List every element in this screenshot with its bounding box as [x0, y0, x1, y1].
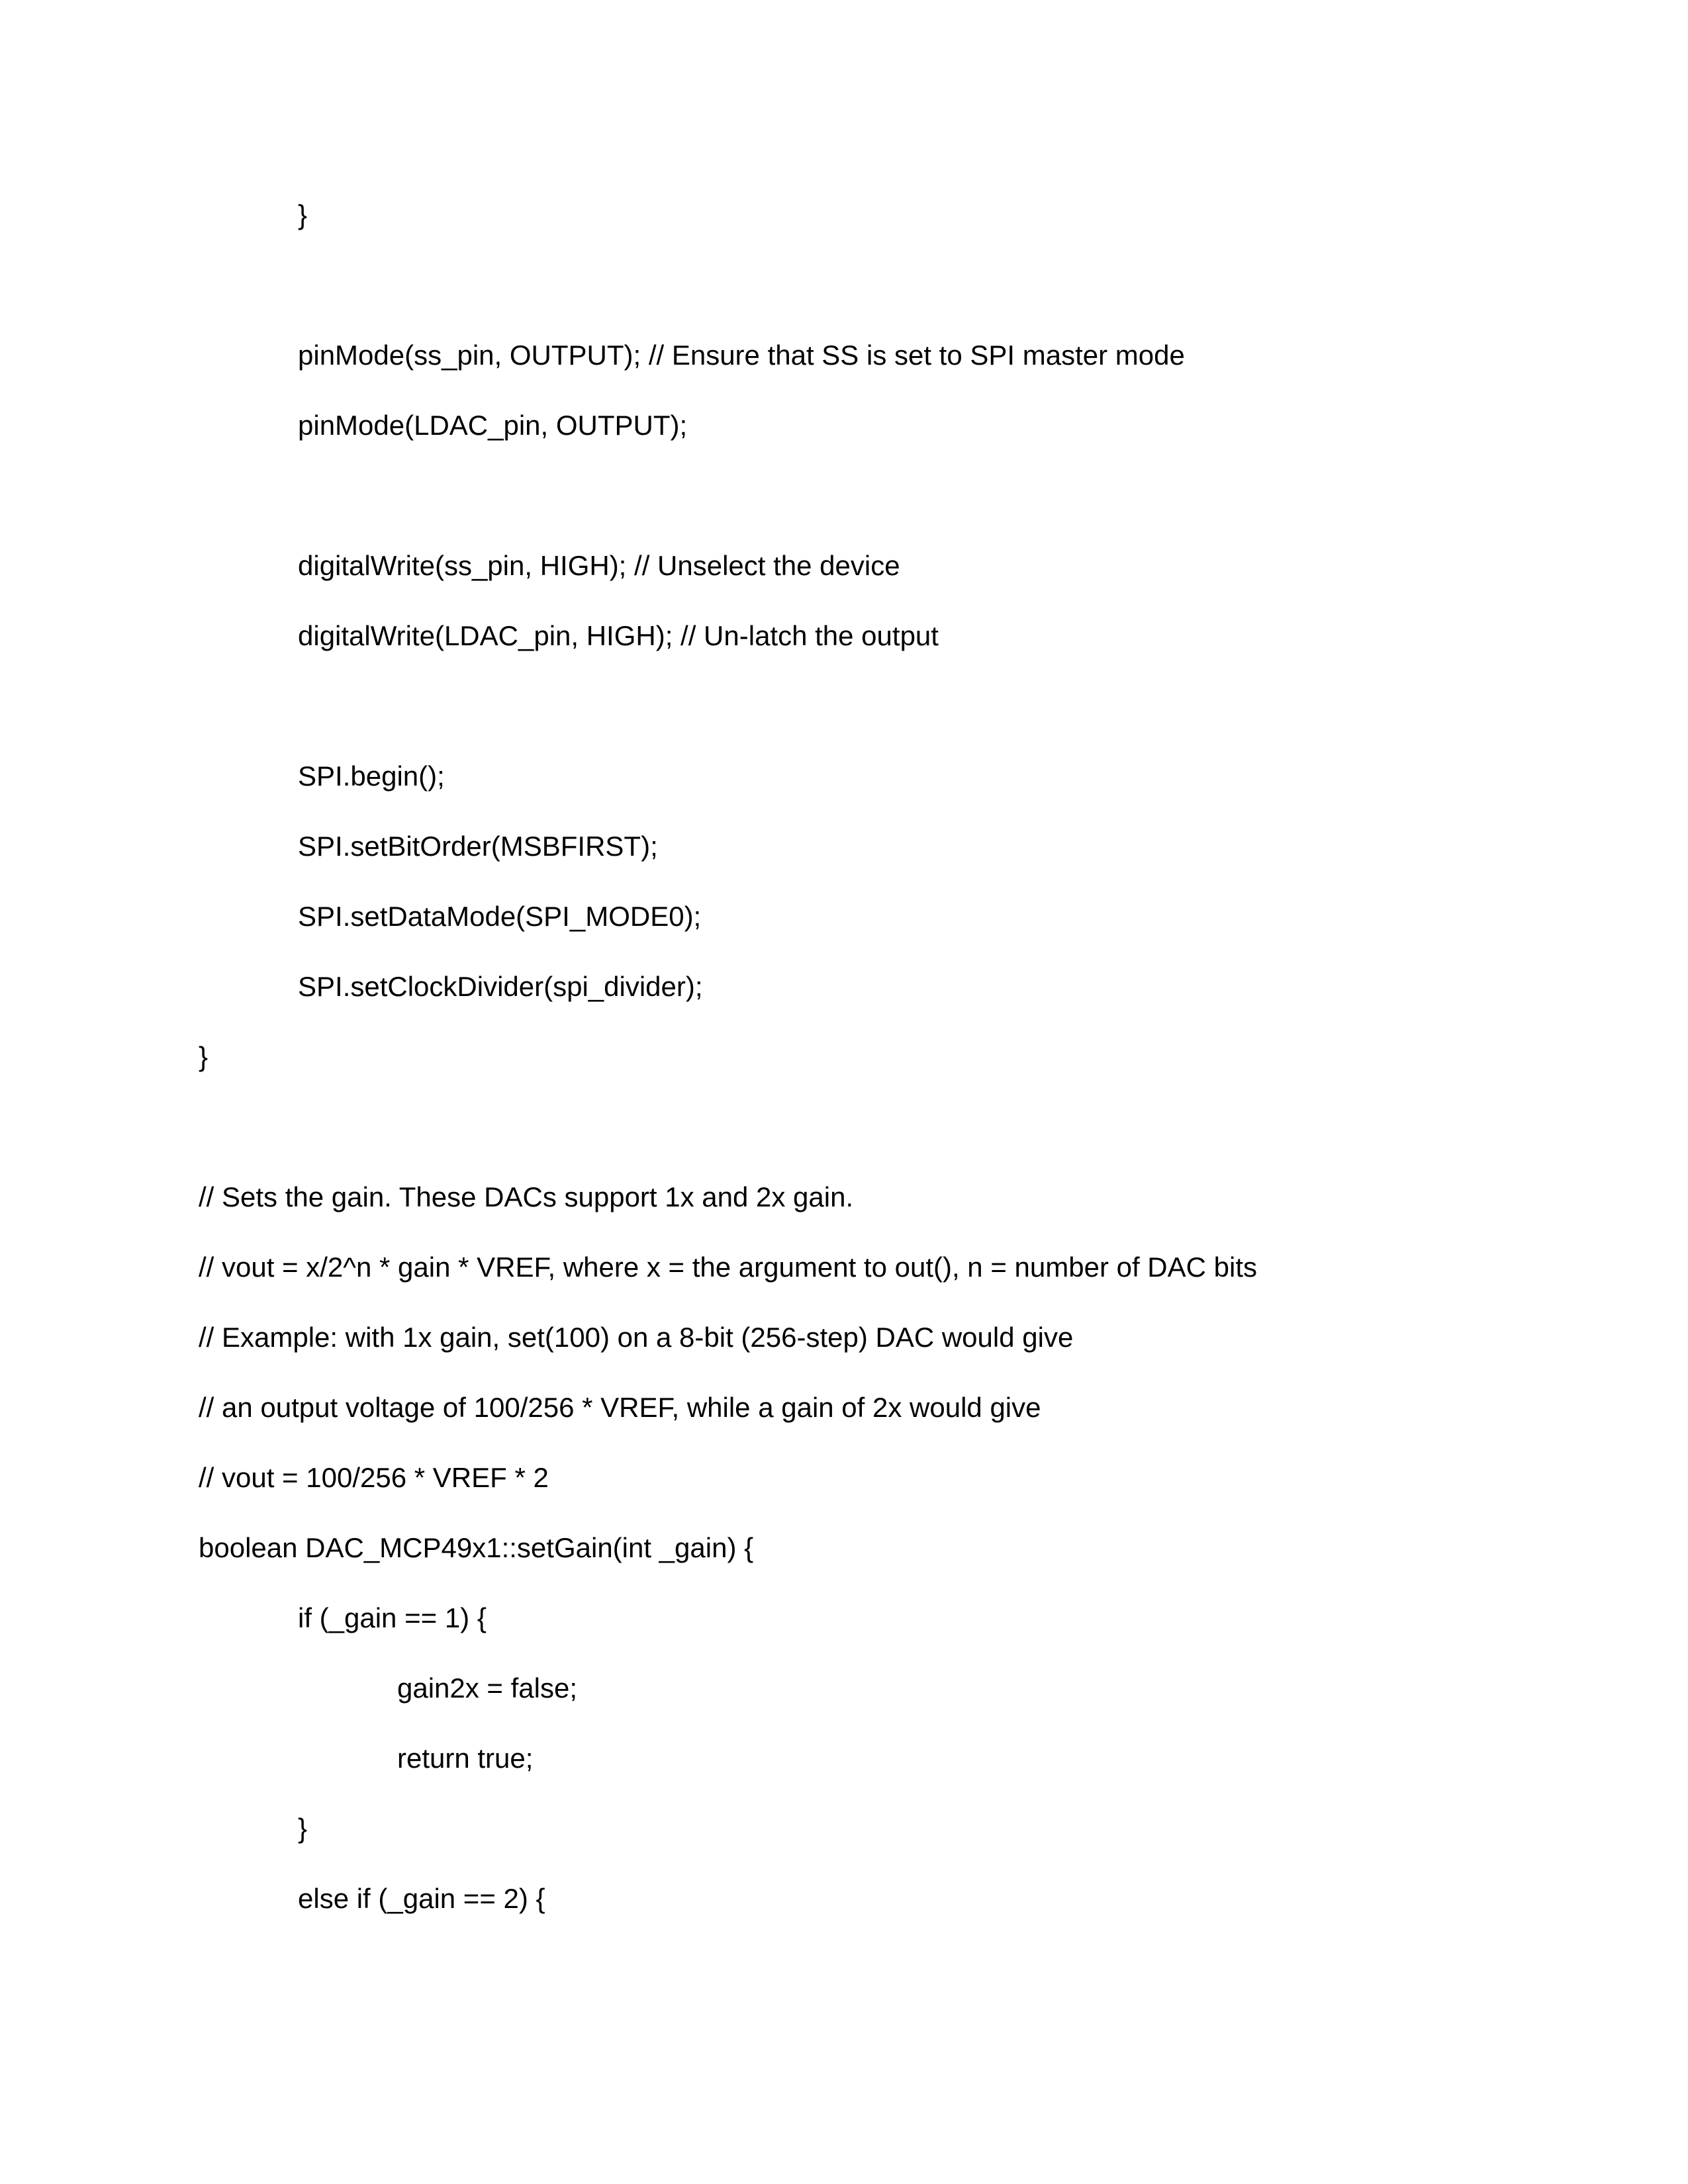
- code-line: SPI.setBitOrder(MSBFIRST);: [298, 831, 658, 862]
- code-line: if (_gain == 1) {: [298, 1602, 487, 1633]
- code-line: pinMode(LDAC_pin, OUTPUT);: [298, 410, 688, 441]
- code-line: }: [298, 1813, 308, 1844]
- code-line: return true;: [397, 1743, 534, 1774]
- comment-line: // Sets the gain. These DACs support 1x and 2x gain.: [199, 1181, 854, 1212]
- code-line: digitalWrite(ss_pin, HIGH); // Unselect the device: [298, 550, 900, 581]
- code-line: digitalWrite(LDAC_pin, HIGH); // Un-latch the output: [298, 620, 939, 651]
- comment-line: // Example: with 1x gain, set(100) on a 8-bit (256-step) DAC would give: [199, 1322, 1074, 1353]
- comment-line: // vout = x/2^n * gain * VREF, where x = the argument to out(), n = number of DAC bits: [199, 1251, 1257, 1283]
- function-signature: boolean DAC_MCP49x1::setGain(int _gain) {: [199, 1532, 754, 1563]
- code-line: pinMode(ss_pin, OUTPUT); // Ensure that SS is set to SPI master mode: [298, 340, 1185, 371]
- code-line: }: [298, 199, 308, 230]
- comment-line: // an output voltage of 100/256 * VREF, while a gain of 2x would give: [199, 1392, 1041, 1423]
- comment-line: // vout = 100/256 * VREF * 2: [199, 1462, 549, 1493]
- code-line: SPI.begin();: [298, 760, 445, 792]
- code-line: gain2x = false;: [397, 1672, 578, 1704]
- code-line: SPI.setClockDivider(spi_divider);: [298, 971, 703, 1002]
- code-line: else if (_gain == 2) {: [298, 1883, 545, 1914]
- code-line: SPI.setDataMode(SPI_MODE0);: [298, 901, 702, 932]
- code-line: }: [199, 1041, 209, 1072]
